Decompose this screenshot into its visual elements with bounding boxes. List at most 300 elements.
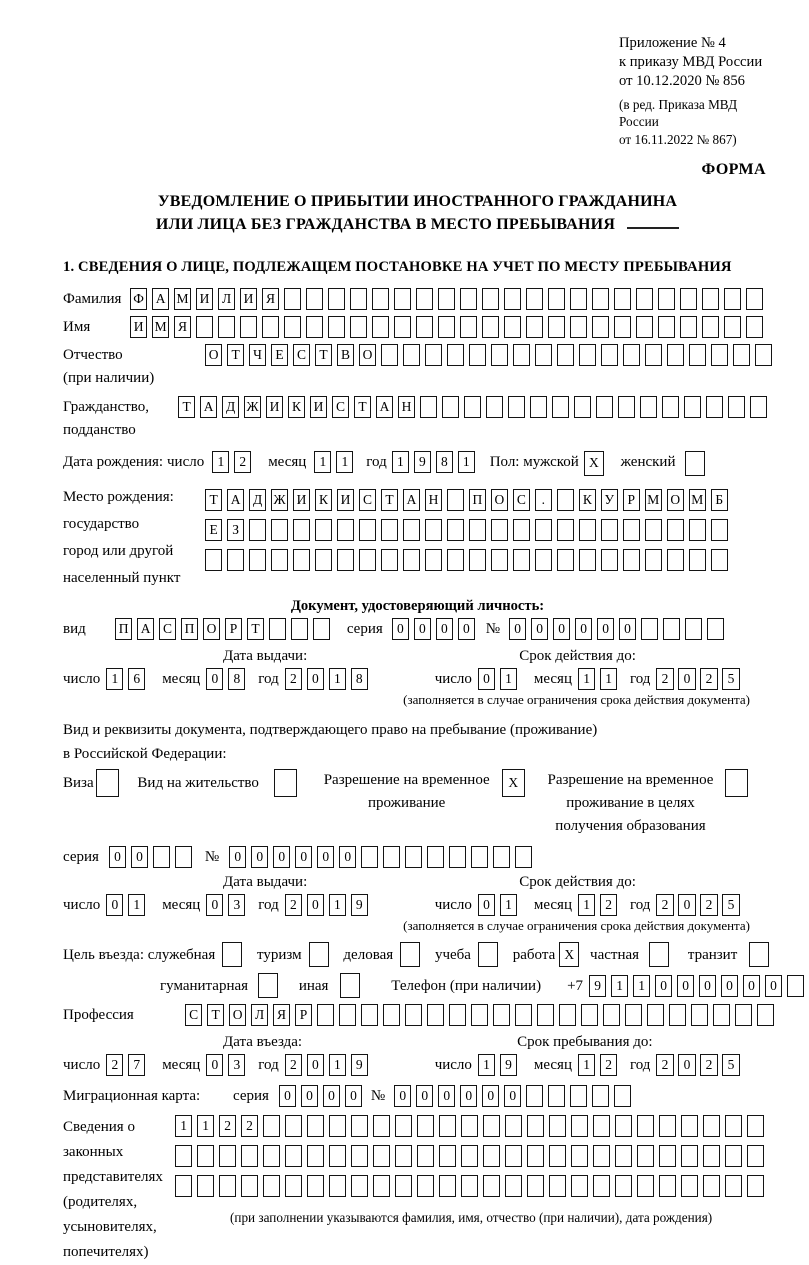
expiry-date-heading: Срок действия до: bbox=[519, 874, 636, 891]
form-cell: 0 bbox=[458, 618, 475, 640]
form-cell bbox=[663, 618, 680, 640]
form-cell bbox=[271, 519, 288, 541]
form-cell bbox=[263, 1145, 280, 1167]
form-cell: Т bbox=[227, 344, 244, 366]
form-cell: А bbox=[200, 396, 217, 418]
form-cell: Е bbox=[205, 519, 222, 541]
form-cell bbox=[483, 1145, 500, 1167]
form-cell: 2 bbox=[234, 451, 251, 473]
month-label: месяц bbox=[533, 670, 572, 687]
form-cell: Я bbox=[262, 288, 279, 310]
form-cell bbox=[505, 1145, 522, 1167]
representatives-row3 bbox=[175, 1175, 769, 1197]
form-cell bbox=[469, 519, 486, 541]
year-label: год bbox=[366, 453, 387, 470]
form-cell bbox=[438, 316, 455, 338]
month-label: месяц bbox=[162, 897, 201, 914]
form-cell bbox=[461, 1145, 478, 1167]
form-cell: С bbox=[513, 489, 530, 511]
form-cell bbox=[361, 846, 378, 868]
form-cell bbox=[746, 316, 763, 338]
form-cell bbox=[483, 1175, 500, 1197]
residence-doc-series-row bbox=[63, 846, 772, 868]
form-cell bbox=[592, 316, 609, 338]
form-cell bbox=[645, 519, 662, 541]
form-cell: 2 bbox=[106, 1054, 123, 1076]
form-cell: 0 bbox=[301, 1085, 318, 1107]
form-cell: И bbox=[266, 396, 283, 418]
stay-year-cells bbox=[656, 1054, 744, 1076]
form-cell: Е bbox=[271, 344, 288, 366]
form-cell bbox=[513, 519, 530, 541]
form-cell: И bbox=[293, 489, 310, 511]
purpose-business-checkbox bbox=[222, 942, 247, 967]
form-cell bbox=[315, 549, 332, 571]
entry-year-cells bbox=[285, 1054, 373, 1076]
form-cell bbox=[689, 344, 706, 366]
form-cell bbox=[603, 1004, 620, 1026]
appendix-line: к приказу МВД России bbox=[619, 53, 763, 70]
doc-kind-cells bbox=[115, 618, 335, 640]
form-cell bbox=[315, 519, 332, 541]
sex-female-checkbox bbox=[685, 451, 710, 476]
expiry-year-cells bbox=[656, 668, 744, 690]
form-cell bbox=[240, 316, 257, 338]
form-cell: X bbox=[502, 769, 525, 797]
form-cell: 0 bbox=[678, 668, 695, 690]
form-cell: X bbox=[559, 942, 579, 967]
form-cell: Н bbox=[398, 396, 415, 418]
form-cell: 0 bbox=[655, 975, 672, 997]
doc-series-cells bbox=[392, 618, 480, 640]
migration-number-cells bbox=[394, 1085, 636, 1107]
stay-day-cells bbox=[478, 1054, 522, 1076]
form-cell: 2 bbox=[700, 668, 717, 690]
form-cell: 0 bbox=[251, 846, 268, 868]
appendix-note bbox=[619, 34, 772, 148]
form-cell: Я bbox=[174, 316, 191, 338]
form-cell bbox=[271, 549, 288, 571]
form-cell: 0 bbox=[206, 894, 223, 916]
form-cell bbox=[725, 769, 748, 797]
form-cell bbox=[449, 846, 466, 868]
form-cell: С bbox=[185, 1004, 202, 1026]
form-cell bbox=[658, 288, 675, 310]
form-cell bbox=[461, 1115, 478, 1137]
form-cell bbox=[707, 618, 724, 640]
form-cell bbox=[706, 396, 723, 418]
form-cell bbox=[557, 344, 574, 366]
year-label: год bbox=[258, 1057, 279, 1074]
form-cell: 2 bbox=[656, 668, 673, 690]
residence-expiry-month-cells bbox=[578, 894, 622, 916]
form-cell: 5 bbox=[722, 1054, 739, 1076]
form-cell: 1 bbox=[197, 1115, 214, 1137]
form-cell bbox=[574, 396, 591, 418]
form-cell bbox=[662, 396, 679, 418]
birth-place-row1 bbox=[205, 489, 733, 511]
form-cell bbox=[359, 549, 376, 571]
purpose-humanitarian-checkbox bbox=[258, 973, 283, 998]
form-cell bbox=[460, 288, 477, 310]
phone-label: Телефон (при наличии) bbox=[391, 978, 542, 995]
entry-date-headings bbox=[63, 1034, 772, 1051]
form-cell bbox=[491, 549, 508, 571]
birth-place-label: Место рождения: государство город или другой населенный пункт bbox=[63, 488, 181, 586]
patronymic-label: Отчество (при наличии) bbox=[63, 346, 155, 386]
form-cell bbox=[293, 519, 310, 541]
sex-male-label: Пол: мужской bbox=[489, 453, 579, 470]
form-cell: И bbox=[337, 489, 354, 511]
form-cell bbox=[505, 1175, 522, 1197]
form-cell: 0 bbox=[575, 618, 592, 640]
form-cell bbox=[340, 973, 360, 998]
form-cell bbox=[447, 344, 464, 366]
form-cell bbox=[552, 396, 569, 418]
form-cell bbox=[403, 549, 420, 571]
form-cell bbox=[395, 1175, 412, 1197]
entry-date-heading: Дата въезда: bbox=[223, 1034, 303, 1051]
form-cell bbox=[527, 1115, 544, 1137]
form-cell bbox=[447, 549, 464, 571]
form-cell bbox=[571, 1115, 588, 1137]
form-cell bbox=[689, 549, 706, 571]
form-cell: . bbox=[535, 489, 552, 511]
form-cell bbox=[442, 396, 459, 418]
form-cell bbox=[394, 316, 411, 338]
amendment-note bbox=[619, 96, 772, 148]
residence-issue-year-cells bbox=[285, 894, 373, 916]
form-cell bbox=[559, 1004, 576, 1026]
form-cell: 0 bbox=[307, 1054, 324, 1076]
patronymic-cells bbox=[205, 344, 777, 366]
section-1-heading: 1. СВЕДЕНИЯ О ЛИЦЕ, ПОДЛЕЖАЩЕМ ПОСТАНОВКЕ НА УЧЕТ ПО МЕСТУ ПРЕБЫВАНИЯ bbox=[63, 258, 732, 275]
purpose-commercial-label: деловая bbox=[343, 947, 394, 964]
birth-date-label: Дата рождения: bbox=[63, 453, 164, 470]
form-cell bbox=[328, 316, 345, 338]
form-cell: 0 bbox=[677, 975, 694, 997]
form-cell bbox=[241, 1145, 258, 1167]
form-cell bbox=[471, 1004, 488, 1026]
form-cell bbox=[735, 1004, 752, 1026]
form-cell bbox=[262, 316, 279, 338]
form-cell bbox=[471, 846, 488, 868]
number-sign: № bbox=[485, 620, 501, 637]
amendment-line: (в ред. Приказа МВД России bbox=[619, 96, 738, 130]
form-cell: 2 bbox=[600, 1054, 617, 1076]
form-cell bbox=[427, 846, 444, 868]
form-cell bbox=[491, 519, 508, 541]
residence-doc-options bbox=[63, 769, 772, 838]
form-cell bbox=[548, 288, 565, 310]
form-cell bbox=[400, 942, 420, 967]
form-cell: 0 bbox=[307, 894, 324, 916]
form-cell bbox=[381, 519, 398, 541]
form-cell bbox=[691, 1004, 708, 1026]
temp-residence-checkbox bbox=[502, 769, 530, 797]
form-cell bbox=[482, 288, 499, 310]
issue-date-heading: Дата выдачи: bbox=[223, 647, 308, 664]
form-cell: 1 bbox=[458, 451, 475, 473]
form-cell bbox=[197, 1145, 214, 1167]
form-cell bbox=[219, 1145, 236, 1167]
form-title-line2: ИЛИ ЛИЦА БЕЗ ГРАЖДАНСТВА В МЕСТО ПРЕБЫВАНИЯ bbox=[63, 214, 772, 237]
representatives-label: Сведения о законных представителях (родителях, усыновителях, попечителях) bbox=[63, 1119, 163, 1261]
expiry-day-cells bbox=[478, 668, 522, 690]
series-label: серия bbox=[233, 1088, 269, 1105]
given-name-cells bbox=[130, 316, 768, 338]
form-cell bbox=[175, 1145, 192, 1167]
form-cell bbox=[222, 942, 242, 967]
form-cell: А bbox=[152, 288, 169, 310]
form-cell bbox=[205, 549, 222, 571]
form-cell bbox=[526, 1085, 543, 1107]
form-cell bbox=[623, 519, 640, 541]
purpose-commercial-checkbox bbox=[400, 942, 425, 967]
form-cell: Ж bbox=[244, 396, 261, 418]
sex-female-label: женский bbox=[620, 453, 676, 470]
surname-cells bbox=[130, 288, 768, 310]
phone-cells bbox=[589, 975, 809, 997]
form-cell bbox=[658, 316, 675, 338]
form-cell: 2 bbox=[219, 1115, 236, 1137]
form-cell bbox=[535, 519, 552, 541]
form-cell: А bbox=[403, 489, 420, 511]
form-cell: 2 bbox=[656, 894, 673, 916]
form-cell bbox=[593, 1115, 610, 1137]
representatives-note: (при заполнении указываются фамилия, имя, отчество (при наличии), дата рождения) bbox=[230, 1210, 713, 1226]
form-cell bbox=[749, 942, 769, 967]
form-cell bbox=[439, 1145, 456, 1167]
form-cell bbox=[351, 1145, 368, 1167]
form-label: ФОРМА bbox=[701, 161, 766, 179]
form-cell: 2 bbox=[656, 1054, 673, 1076]
residence-permit-checkbox bbox=[274, 769, 302, 797]
form-cell: К bbox=[288, 396, 305, 418]
form-cell bbox=[746, 288, 763, 310]
form-cell bbox=[383, 1004, 400, 1026]
form-cell bbox=[269, 618, 286, 640]
visa-label: Виза bbox=[63, 775, 94, 792]
form-cell bbox=[724, 316, 741, 338]
form-cell: 0 bbox=[339, 846, 356, 868]
form-cell: 8 bbox=[351, 668, 368, 690]
form-cell: 8 bbox=[228, 668, 245, 690]
form-cell bbox=[681, 1175, 698, 1197]
residence-issue-day-cells bbox=[106, 894, 150, 916]
form-cell bbox=[504, 288, 521, 310]
form-cell bbox=[601, 344, 618, 366]
day-label: число bbox=[434, 1057, 472, 1074]
form-cell bbox=[486, 396, 503, 418]
form-cell bbox=[571, 1145, 588, 1167]
form-cell: 0 bbox=[273, 846, 290, 868]
form-cell bbox=[425, 344, 442, 366]
form-cell: 0 bbox=[478, 894, 495, 916]
residence-expiry-year-cells bbox=[656, 894, 744, 916]
form-cell bbox=[667, 344, 684, 366]
form-cell bbox=[711, 344, 728, 366]
form-cell bbox=[508, 396, 525, 418]
form-cell bbox=[293, 549, 310, 571]
residence-doc-dates bbox=[63, 894, 772, 916]
form-cell bbox=[557, 519, 574, 541]
form-cell: К bbox=[315, 489, 332, 511]
purpose-label: Цель въезда: служебная bbox=[63, 947, 216, 964]
form-cell: Т bbox=[381, 489, 398, 511]
form-cell: П bbox=[181, 618, 198, 640]
form-cell: М bbox=[152, 316, 169, 338]
issue-year-cells bbox=[285, 668, 373, 690]
form-cell bbox=[713, 1004, 730, 1026]
birth-date-row bbox=[63, 451, 772, 476]
migration-series-cells bbox=[279, 1085, 367, 1107]
given-name-row bbox=[63, 316, 772, 338]
form-cell bbox=[570, 1085, 587, 1107]
visit-purpose-row bbox=[63, 942, 772, 968]
number-sign: № bbox=[370, 1088, 386, 1105]
form-cell: 0 bbox=[394, 1085, 411, 1107]
form-cell bbox=[218, 316, 235, 338]
form-cell bbox=[249, 549, 266, 571]
form-cell: Ф bbox=[130, 288, 147, 310]
form-cell bbox=[667, 519, 684, 541]
form-cell bbox=[684, 396, 701, 418]
form-cell bbox=[549, 1115, 566, 1137]
form-cell bbox=[647, 1004, 664, 1026]
form-cell bbox=[196, 316, 213, 338]
form-cell: 0 bbox=[323, 1085, 340, 1107]
form-cell bbox=[439, 1175, 456, 1197]
form-cell bbox=[702, 288, 719, 310]
year-label: год bbox=[629, 1057, 651, 1074]
form-cell: 3 bbox=[228, 894, 245, 916]
form-cell bbox=[579, 519, 596, 541]
form-cell bbox=[637, 1115, 654, 1137]
form-cell: 1 bbox=[578, 894, 595, 916]
form-cell: 1 bbox=[329, 894, 346, 916]
month-label: месяц bbox=[533, 897, 572, 914]
form-cell: 1 bbox=[392, 451, 409, 473]
form-cell: 0 bbox=[206, 1054, 223, 1076]
form-cell: 0 bbox=[416, 1085, 433, 1107]
form-cell bbox=[537, 1004, 554, 1026]
purpose-private-checkbox bbox=[649, 942, 674, 967]
doc-kind-label: вид bbox=[63, 620, 86, 637]
form-cell: Л bbox=[251, 1004, 268, 1026]
form-cell bbox=[527, 1145, 544, 1167]
form-cell bbox=[747, 1115, 764, 1137]
form-cell bbox=[328, 288, 345, 310]
form-cell: У bbox=[601, 489, 618, 511]
entry-day-cells bbox=[106, 1054, 150, 1076]
form-cell bbox=[680, 316, 697, 338]
form-cell bbox=[329, 1175, 346, 1197]
form-cell bbox=[291, 618, 308, 640]
form-cell: 0 bbox=[414, 618, 431, 640]
patronymic-row bbox=[63, 344, 772, 390]
month-label: месяц bbox=[533, 1057, 572, 1074]
series-label: серия bbox=[346, 620, 383, 637]
form-cell: Б bbox=[711, 489, 728, 511]
form-cell bbox=[447, 519, 464, 541]
form-cell: П bbox=[115, 618, 132, 640]
form-cell: 1 bbox=[478, 1054, 495, 1076]
form-cell bbox=[306, 288, 323, 310]
form-cell: И bbox=[196, 288, 213, 310]
form-cell: 0 bbox=[460, 1085, 477, 1107]
form-cell: 0 bbox=[553, 618, 570, 640]
form-cell: 0 bbox=[438, 1085, 455, 1107]
form-cell: Д bbox=[222, 396, 239, 418]
form-cell bbox=[593, 1145, 610, 1167]
stay-month-cells bbox=[578, 1054, 622, 1076]
form-cell bbox=[383, 846, 400, 868]
birth-day-cells bbox=[212, 451, 256, 473]
form-cell: Л bbox=[218, 288, 235, 310]
visa-checkbox bbox=[96, 769, 124, 797]
form-cell bbox=[361, 1004, 378, 1026]
residence-doc-date-headings bbox=[63, 874, 772, 891]
purpose-transit-checkbox bbox=[749, 942, 774, 967]
form-cell bbox=[548, 316, 565, 338]
residence-doc-intro: Вид и реквизиты документа, подтверждающего право на пребывание (проживание) в Российской Федерации: bbox=[63, 721, 598, 763]
form-cell bbox=[579, 549, 596, 571]
form-cell: П bbox=[469, 489, 486, 511]
form-cell: 0 bbox=[597, 618, 614, 640]
form-cell bbox=[351, 1175, 368, 1197]
form-cell bbox=[405, 846, 422, 868]
day-label: число bbox=[63, 1057, 101, 1074]
form-cell bbox=[681, 1115, 698, 1137]
form-cell bbox=[306, 316, 323, 338]
form-cell bbox=[372, 288, 389, 310]
form-cell: 2 bbox=[285, 1054, 302, 1076]
form-cell bbox=[750, 396, 767, 418]
month-label: месяц bbox=[162, 1057, 201, 1074]
form-cell: З bbox=[227, 519, 244, 541]
form-cell: 0 bbox=[229, 846, 246, 868]
appendix-line: Приложение № 4 bbox=[619, 35, 726, 51]
form-cell bbox=[350, 316, 367, 338]
purpose-other-checkbox bbox=[340, 973, 365, 998]
form-cell: 1 bbox=[633, 975, 650, 997]
form-cell: Ч bbox=[249, 344, 266, 366]
form-cell bbox=[625, 1004, 642, 1026]
form-cell: 1 bbox=[175, 1115, 192, 1137]
form-cell bbox=[504, 316, 521, 338]
form-cell: 1 bbox=[212, 451, 229, 473]
form-cell: О bbox=[359, 344, 376, 366]
form-cell bbox=[461, 1175, 478, 1197]
expiry-date-heading: Срок действия до: bbox=[519, 647, 636, 664]
identity-doc-dates bbox=[63, 668, 772, 690]
purpose-work-label: работа bbox=[512, 947, 556, 964]
form-cell: 0 bbox=[106, 894, 123, 916]
form-cell bbox=[372, 316, 389, 338]
form-cell bbox=[592, 1085, 609, 1107]
form-cell bbox=[417, 1145, 434, 1167]
form-cell bbox=[175, 846, 192, 868]
form-cell bbox=[263, 1175, 280, 1197]
form-cell: 1 bbox=[106, 668, 123, 690]
form-cell bbox=[557, 549, 574, 571]
form-cell bbox=[703, 1145, 720, 1167]
form-cell bbox=[258, 973, 278, 998]
purpose-work-checkbox bbox=[559, 942, 584, 967]
form-cell bbox=[636, 288, 653, 310]
form-cell bbox=[747, 1145, 764, 1167]
